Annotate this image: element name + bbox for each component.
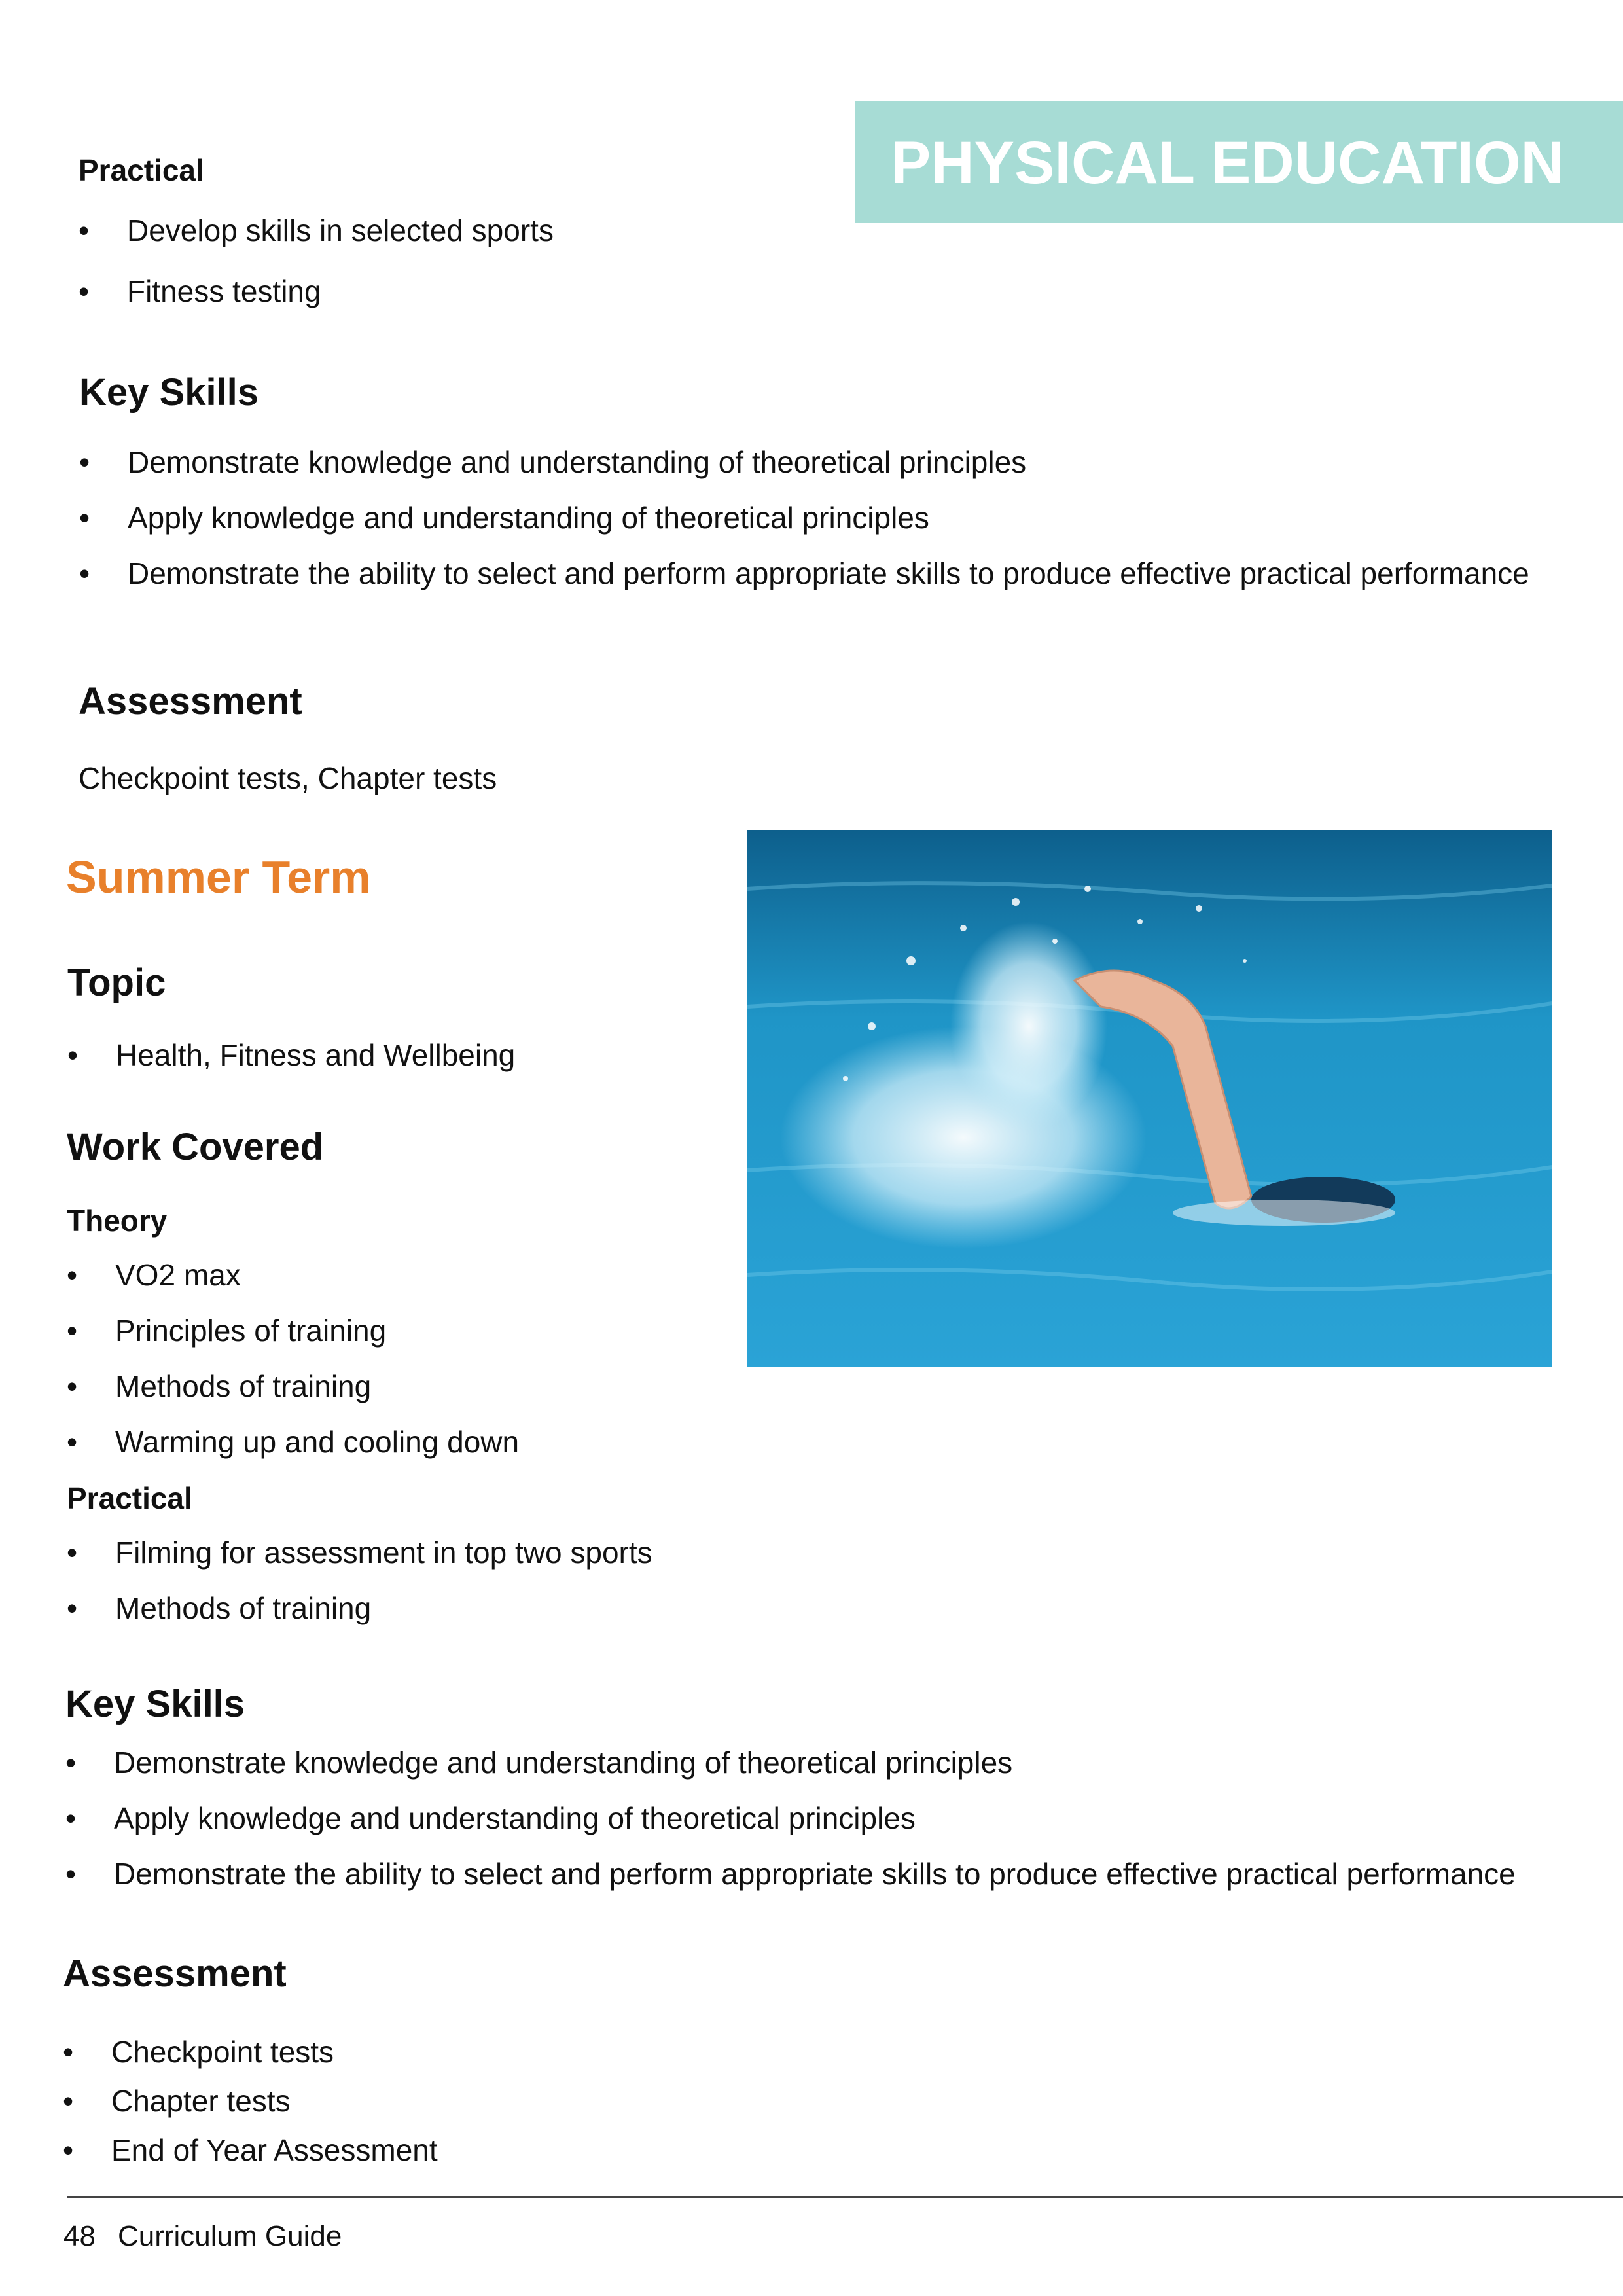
topic-heading: Topic — [67, 961, 166, 1004]
list-item: • Chapter tests — [63, 2083, 438, 2119]
list-item: • Principles of training — [67, 1312, 519, 1349]
list-item: • Apply knowledge and understanding of theoretical principles — [65, 1800, 1558, 1837]
swimmer-icon — [747, 830, 1552, 1367]
summer-term-title: Summer Term — [66, 852, 371, 903]
theory-list — [67, 1257, 519, 1460]
theory-label: Theory — [67, 1204, 168, 1238]
list-item: • Health, Fitness and Wellbeing — [67, 1037, 515, 1073]
list-item: • Checkpoint tests — [63, 2034, 438, 2070]
list-item: • Apply knowledge and understanding of theoretical principles — [79, 499, 1558, 536]
list-item: • Develop skills in selected sports — [79, 212, 554, 249]
guide-title: Curriculum Guide — [117, 2220, 342, 2252]
practical-label: Practical — [79, 153, 204, 187]
practical-list — [67, 1534, 652, 1626]
list-item: • End of Year Assessment — [63, 2132, 438, 2168]
list-item: • Warming up and cooling down — [67, 1424, 519, 1460]
page-number: 48 — [63, 2220, 96, 2252]
assessment-heading: Assessment — [79, 680, 302, 723]
assessment-list — [63, 2034, 438, 2168]
list-item: • Demonstrate the ability to select and perform appropriate skills to produce effective practical performance — [79, 555, 1558, 592]
list-item: • Demonstrate knowledge and understanding of theoretical principles — [65, 1744, 1558, 1781]
footer-divider — [67, 2196, 1623, 2198]
practical-label: Practical — [67, 1481, 192, 1515]
work-covered-heading: Work Covered — [67, 1126, 324, 1168]
key-skills-heading: Key Skills — [65, 1683, 245, 1725]
key-skills-list — [65, 1744, 1558, 1892]
key-skills-heading: Key Skills — [79, 371, 259, 414]
list-item: • Filming for assessment in top two sports — [67, 1534, 652, 1571]
list-item: • VO2 max — [67, 1257, 519, 1293]
key-skills-list — [79, 444, 1558, 592]
list-item: • Fitness testing — [79, 273, 554, 310]
subject-title: PHYSICAL EDUCATION — [890, 130, 1564, 196]
header-banner — [855, 101, 1623, 223]
topic-list — [67, 1037, 515, 1073]
list-item: • Methods of training — [67, 1368, 519, 1405]
list-item: • Demonstrate the ability to select and perform appropriate skills to produce effective practical performance — [65, 1856, 1558, 1892]
assessment-heading: Assessment — [63, 1952, 287, 1995]
list-item: • Methods of training — [67, 1590, 652, 1626]
practical-list — [79, 212, 554, 310]
swimmer-photo — [747, 830, 1552, 1367]
footer — [63, 2220, 364, 2253]
assessment-text: Checkpoint tests, Chapter tests — [79, 761, 497, 795]
list-item: • Demonstrate knowledge and understanding of theoretical principles — [79, 444, 1558, 480]
